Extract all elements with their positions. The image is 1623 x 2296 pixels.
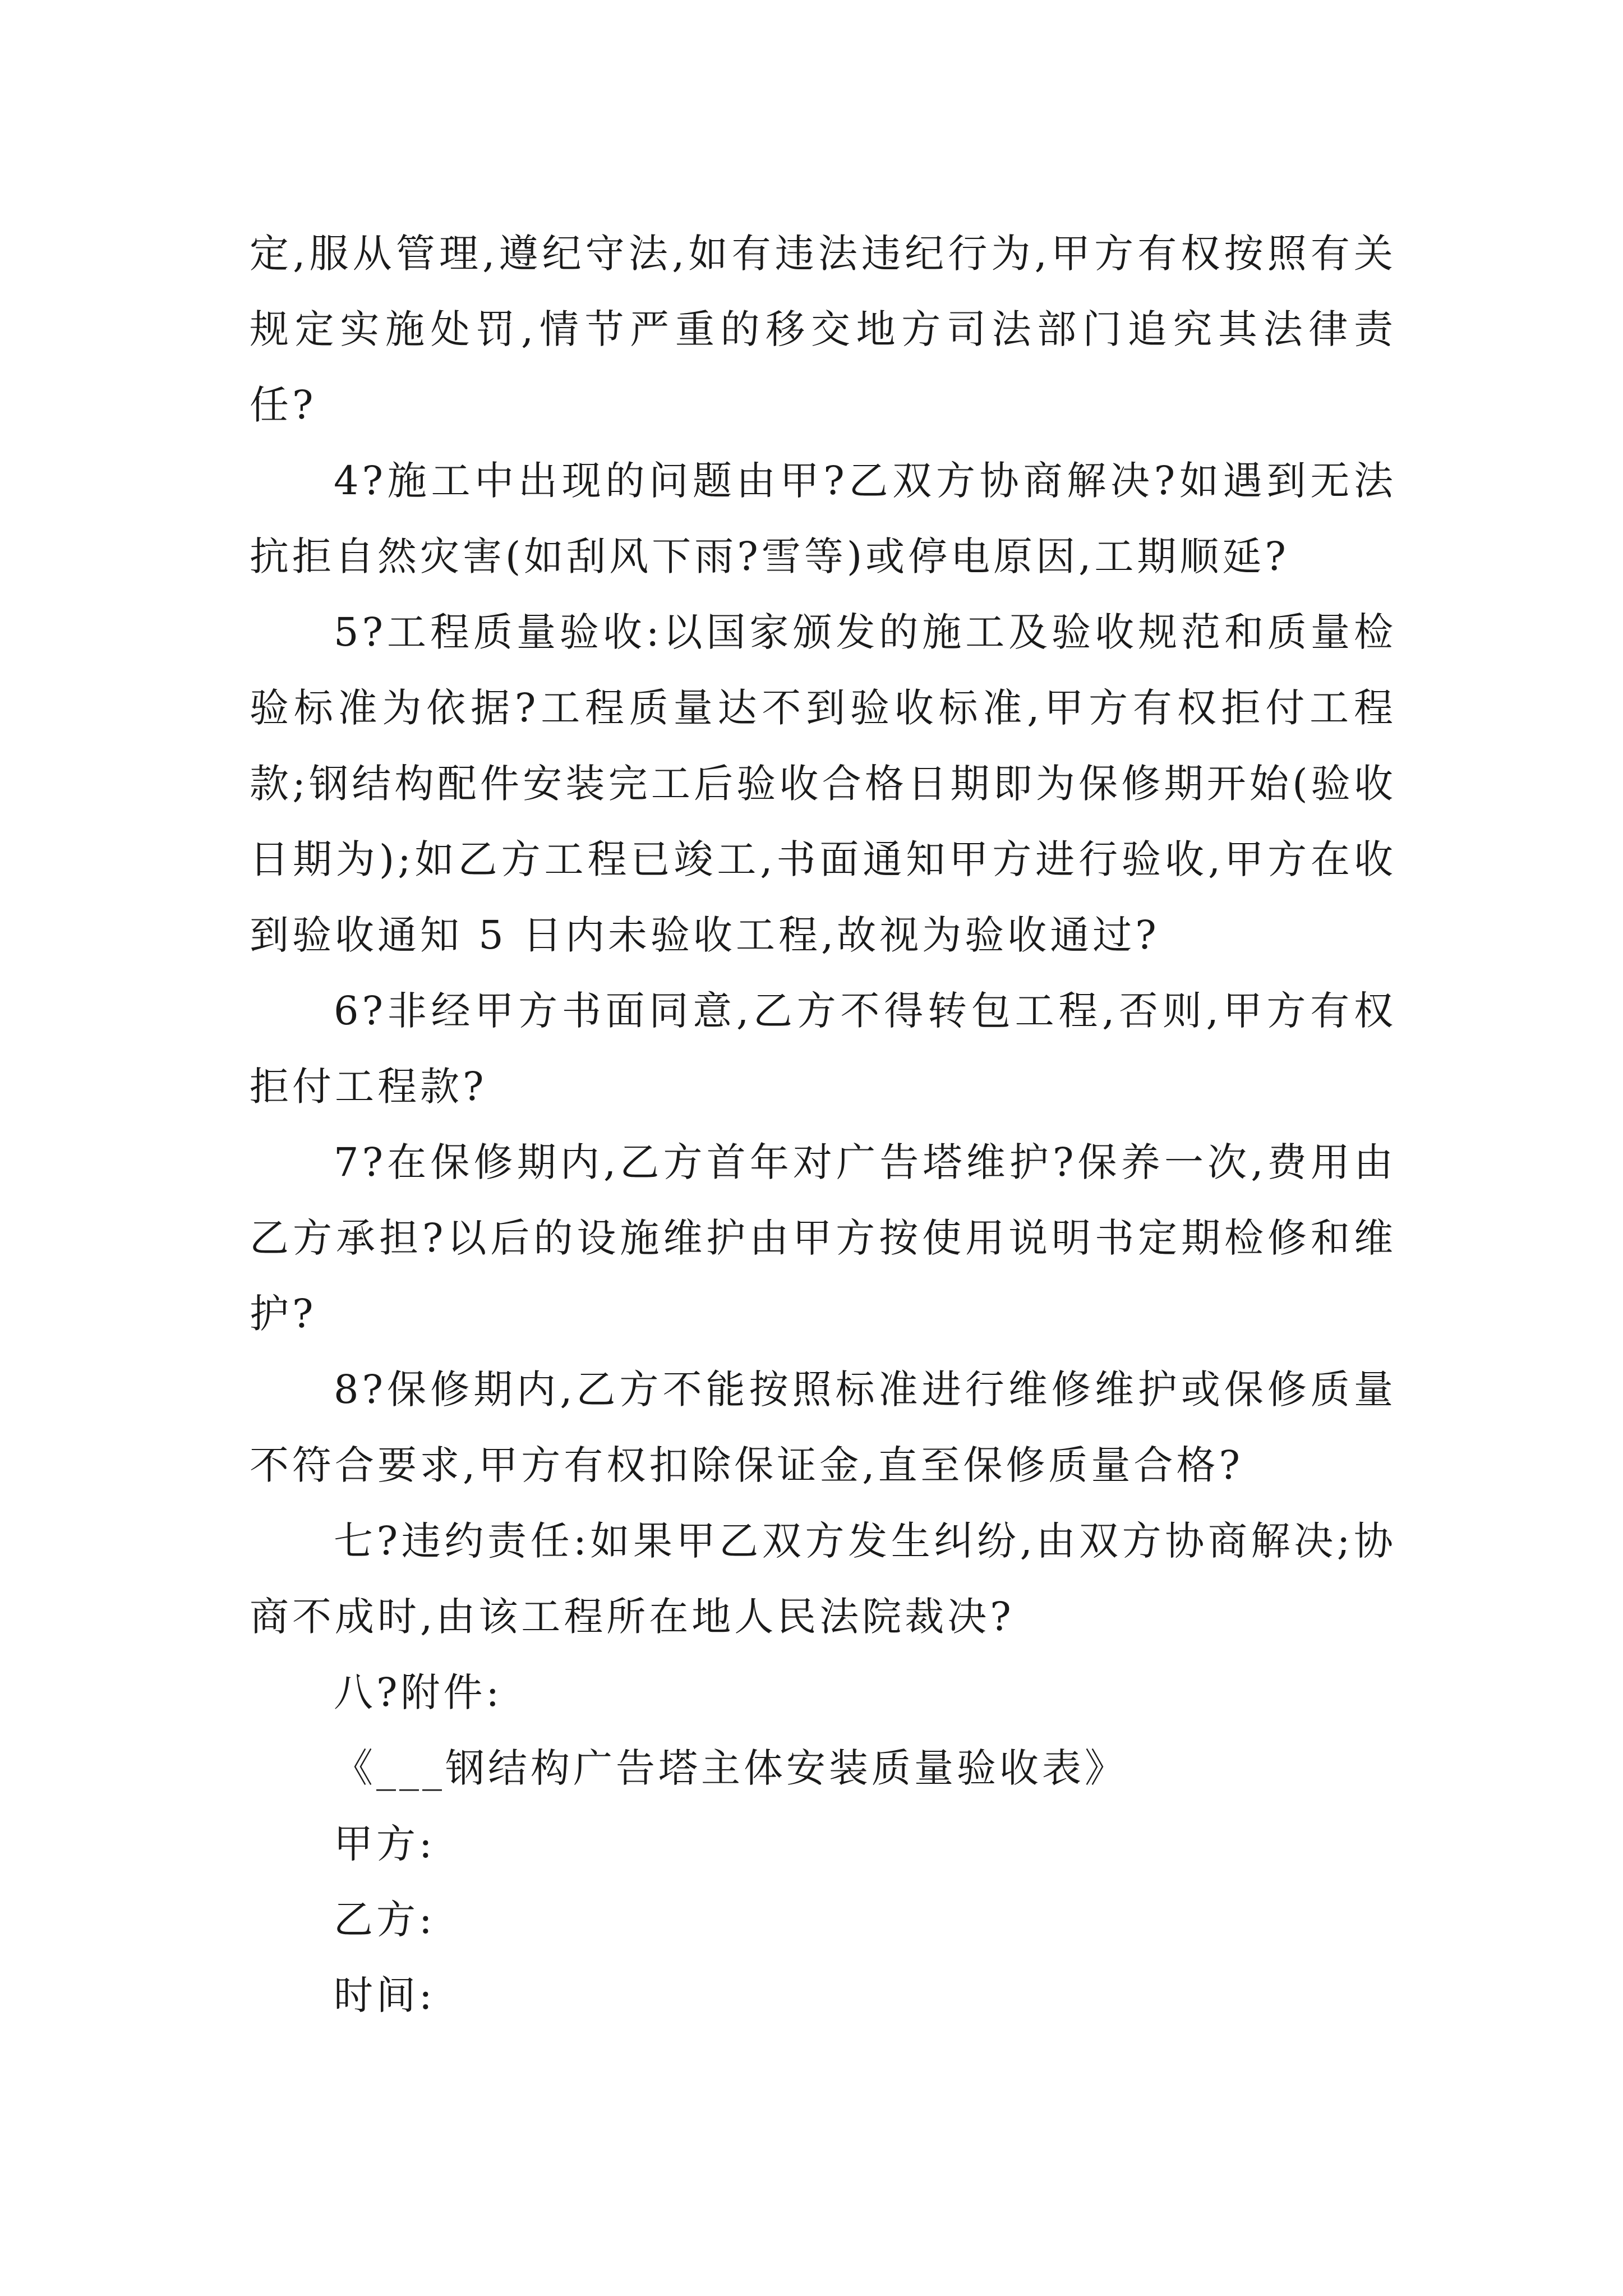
paragraph-clause-8: 8?保修期内,乙方不能按照标准进行维修维护或保修质量不符合要求,甲方有权扣除保证金,直至保修质量合格? — [250, 1366, 1396, 1488]
party-b-label: 乙方: — [334, 1897, 436, 1943]
paragraph-continuation: 定,服从管理,遵纪守法,如有违法违纪行为,甲方有权按照有关规定实施处罚,情节严重的移交地方司法部门追究其法律责任? — [250, 231, 1396, 428]
paragraph-breach-liability: 七?违约责任:如果甲乙双方发生纠纷,由双方协商解决;协商不成时,由该工程所在地人民法院裁决? — [250, 1518, 1396, 1640]
attachment-heading: 八?附件: — [334, 1669, 503, 1715]
paragraph-clause-6: 6?非经甲方书面同意,乙方不得转包工程,否则,甲方有权拒付工程款? — [250, 988, 1396, 1110]
attachment-title: 《___钢结构广告塔主体安装质量验收表》 — [334, 1745, 1127, 1791]
document-body — [250, 216, 1396, 2033]
party-a-label: 甲方: — [334, 1821, 436, 1867]
paragraph-clause-4: 4?施工中出现的问题由甲?乙双方协商解决?如遇到无法抗拒自然灾害(如刮风下雨?雪等)或停电原因,工期顺延? — [250, 458, 1396, 579]
paragraph-clause-5: 5?工程质量验收:以国家颁发的施工及验收规范和质量检验标准为依据?工程质量达不到验收标准,甲方有权拒付工程款;钢结构配件安装完工后验收合格日期即为保修期开始(验收日期为);如乙方工程已竣工,书面通知甲方进行验收,甲方在收到验收通知 5 日内未验收工程,故视为验收通过? — [250, 609, 1396, 958]
date-label: 时间: — [334, 1972, 436, 2018]
paragraph-clause-7: 7?在保修期内,乙方首年对广告塔维护?保养一次,费用由乙方承担?以后的设施维护由甲方按使用说明书定期检修和维护? — [250, 1139, 1396, 1337]
